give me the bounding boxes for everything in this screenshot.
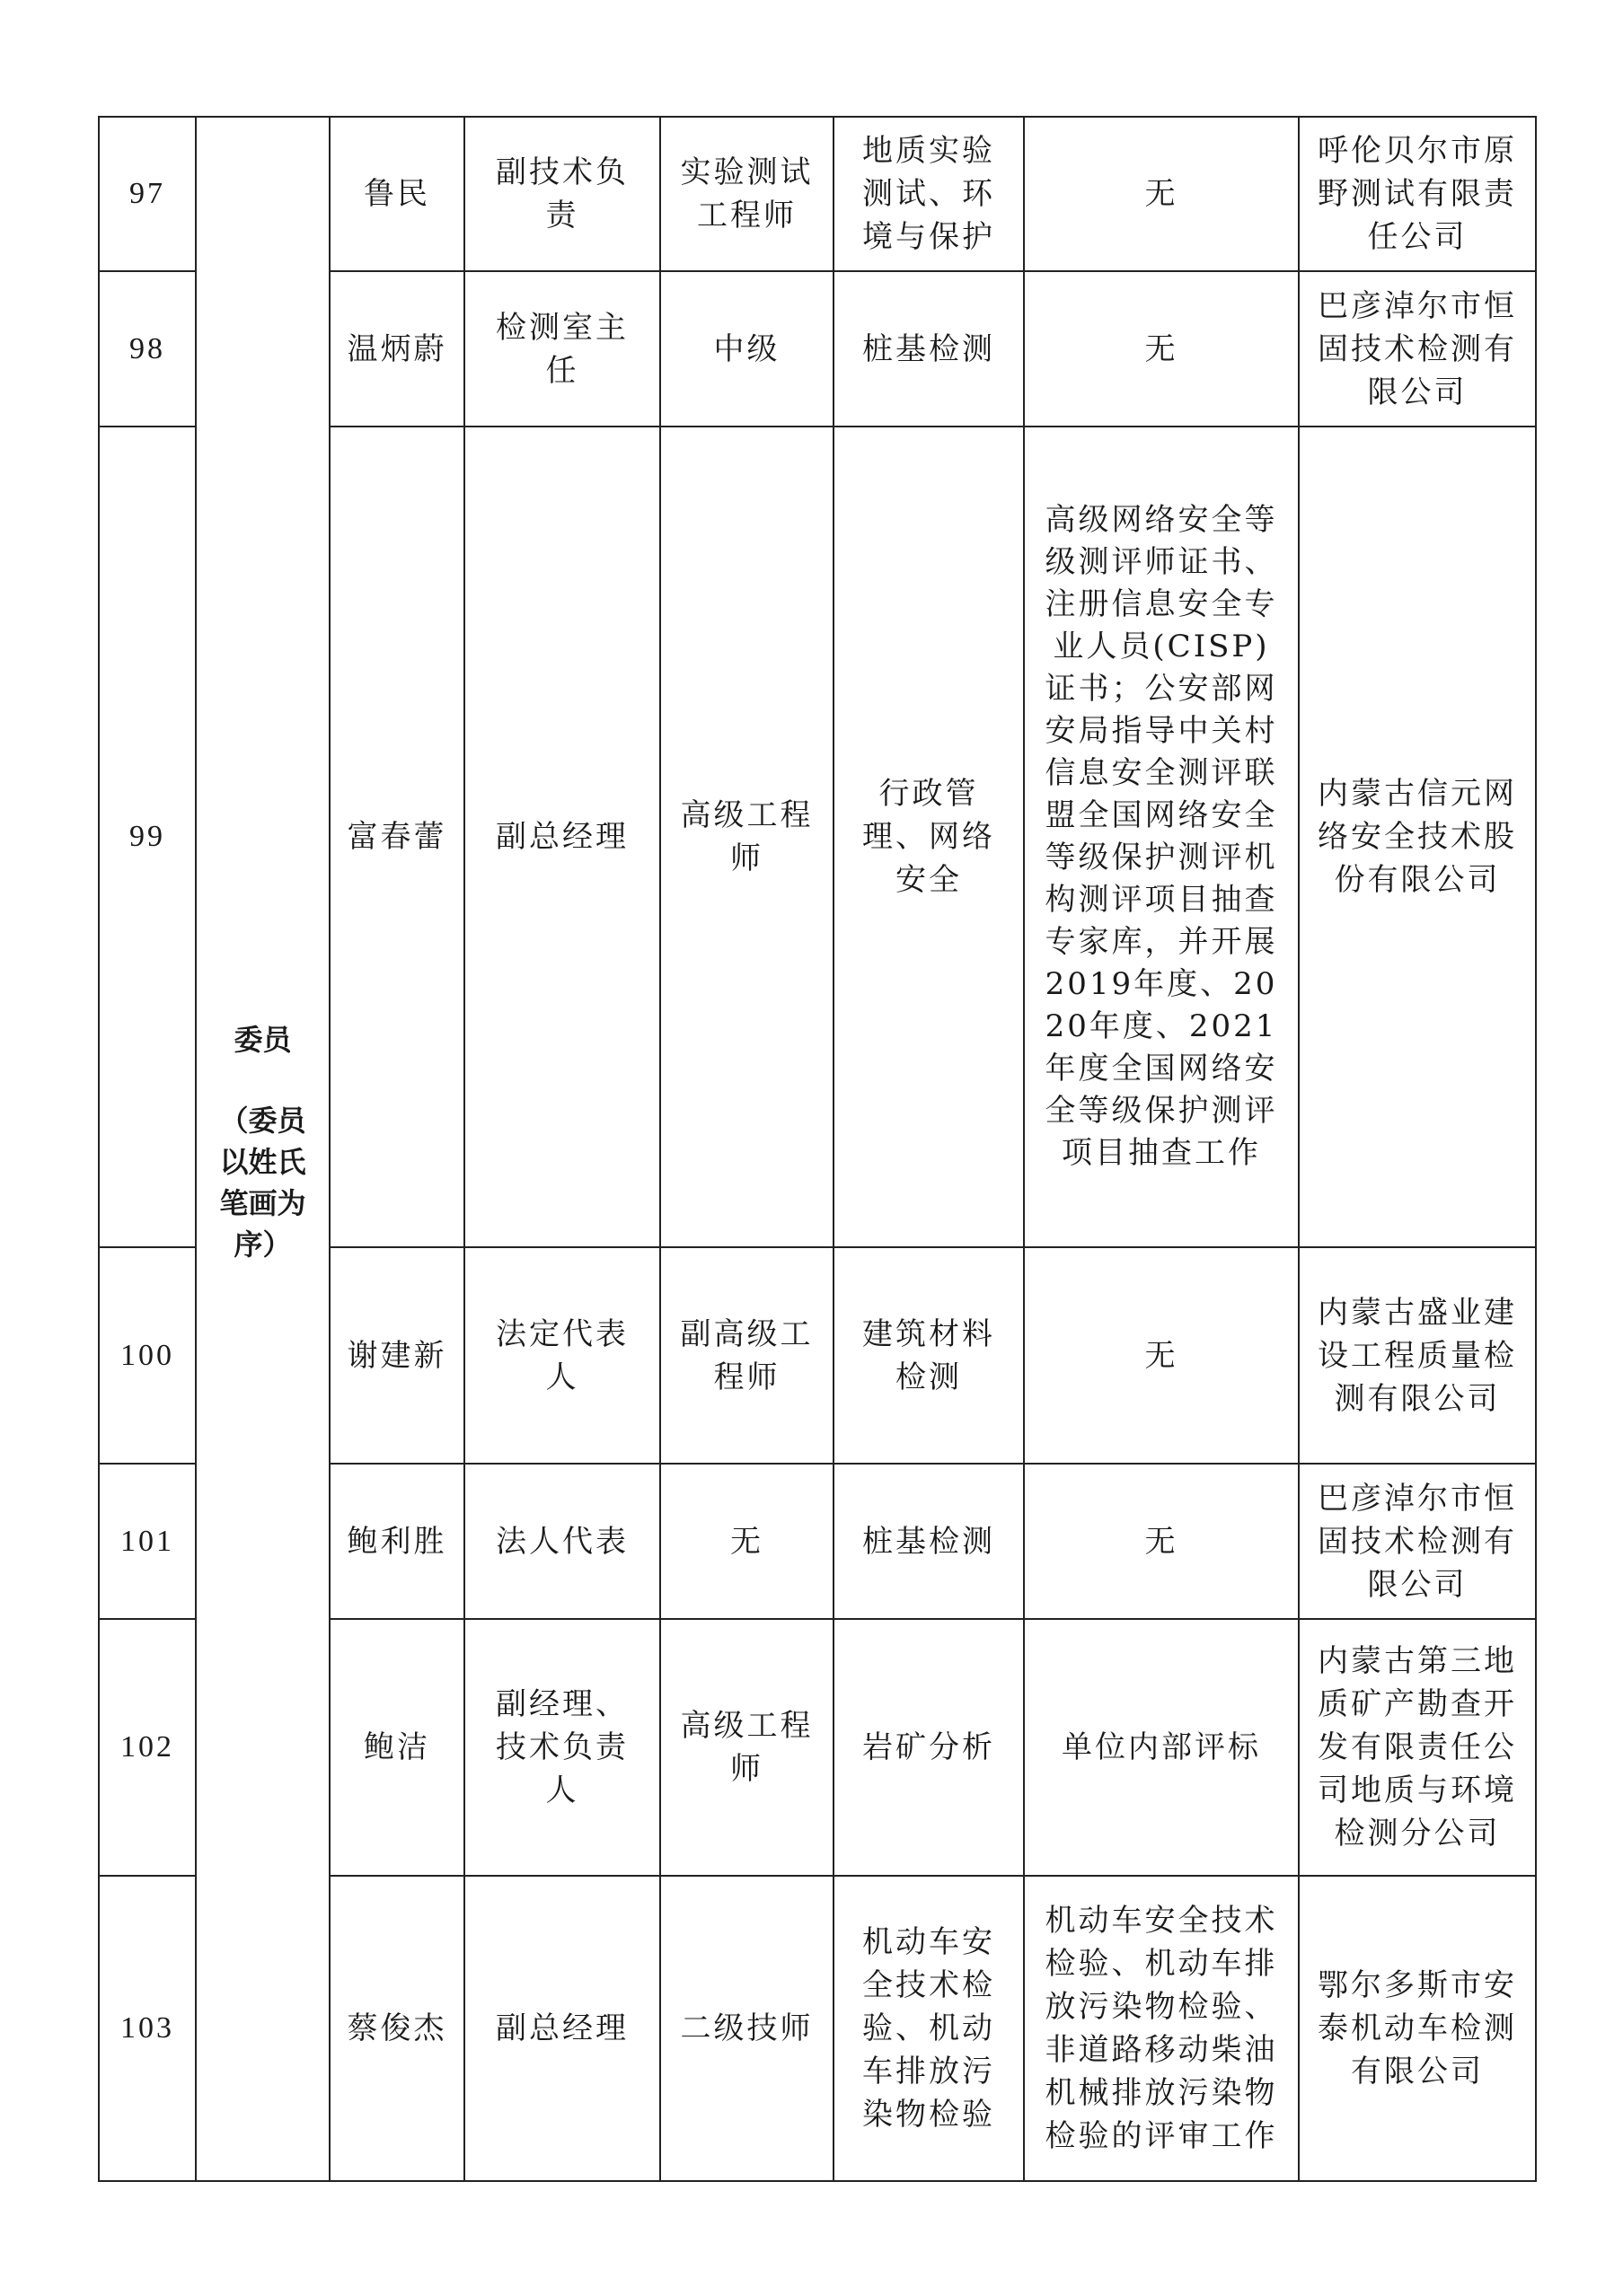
member-name: 鲁民 [330,117,464,271]
member-field: 机动车安全技术检验、机动车排放污染物检验 [834,1876,1024,2181]
table-row [99,117,1536,271]
member-honors: 单位内部评标 [1024,1619,1299,1876]
member-organization: 巴彦淖尔市恒固技术检测有限公司 [1299,271,1536,427]
row-number: 103 [99,1876,196,2181]
member-title: 副高级工程师 [660,1247,834,1464]
member-title: 高级工程师 [660,1619,834,1876]
member-position: 副总经理 [464,1876,660,2181]
member-honors: 无 [1024,271,1299,427]
row-number: 101 [99,1464,196,1619]
member-field: 桩基检测 [834,271,1024,427]
row-number: 97 [99,117,196,271]
member-name: 鲍洁 [330,1619,464,1876]
row-number: 100 [99,1247,196,1464]
member-name: 蔡俊杰 [330,1876,464,2181]
member-organization: 内蒙古信元网络安全技术股份有限公司 [1299,427,1536,1247]
member-field: 岩矿分析 [834,1619,1024,1876]
member-honors: 机动车安全技术检验、机动车排放污染物检验、非道路移动柴油机械排放污染物检验的评审工作 [1024,1876,1299,2181]
member-field: 地质实验测试、环境与保护 [834,117,1024,271]
member-honors: 无 [1024,1464,1299,1619]
member-name: 富春蕾 [330,427,464,1247]
member-name: 谢建新 [330,1247,464,1464]
member-name: 鲍利胜 [330,1464,464,1619]
member-position: 副经理、技术负责人 [464,1619,660,1876]
member-organization: 内蒙古第三地质矿产勘查开发有限责任公司地质与环境检测分公司 [1299,1619,1536,1876]
member-position: 法人代表 [464,1464,660,1619]
group-title: 委员 [234,1023,292,1057]
member-organization: 巴彦淖尔市恒固技术检测有限公司 [1299,1464,1536,1619]
member-title: 中级 [660,271,834,427]
member-organization: 鄂尔多斯市安泰机动车检测有限公司 [1299,1876,1536,2181]
member-position: 法定代表人 [464,1247,660,1464]
member-field: 行政管理、网络安全 [834,427,1024,1247]
member-honors: 无 [1024,1247,1299,1464]
member-field: 桩基检测 [834,1464,1024,1619]
row-number: 98 [99,271,196,427]
member-name: 温炳蔚 [330,271,464,427]
member-title: 无 [660,1464,834,1619]
member-title: 二级技师 [660,1876,834,2181]
member-position: 副技术负责 [464,117,660,271]
member-title: 实验测试工程师 [660,117,834,271]
member-position: 副总经理 [464,427,660,1247]
member-honors: 高级网络安全等级测评师证书、注册信息安全专业人员(CISP)证书；公安部网安局指导中关村信息安全测评联盟全国网络安全等级保护测评机构测评项目抽查专家库，并开展2019年度、2020年度、2021年度全国网络安全等级保护测评项目抽查工作 [1024,427,1299,1247]
group-note: （委员以姓氏笔画为序） [219,1104,306,1262]
row-number: 102 [99,1619,196,1876]
member-field: 建筑材料检测 [834,1247,1024,1464]
member-position: 检测室主任 [464,271,660,427]
member-organization: 内蒙古盛业建设工程质量检测有限公司 [1299,1247,1536,1464]
member-title: 高级工程师 [660,427,834,1247]
row-number: 99 [99,427,196,1247]
member-honors: 无 [1024,117,1299,271]
member-organization: 呼伦贝尔市原野测试有限责任公司 [1299,117,1536,271]
member-group-label [198,1019,327,1265]
